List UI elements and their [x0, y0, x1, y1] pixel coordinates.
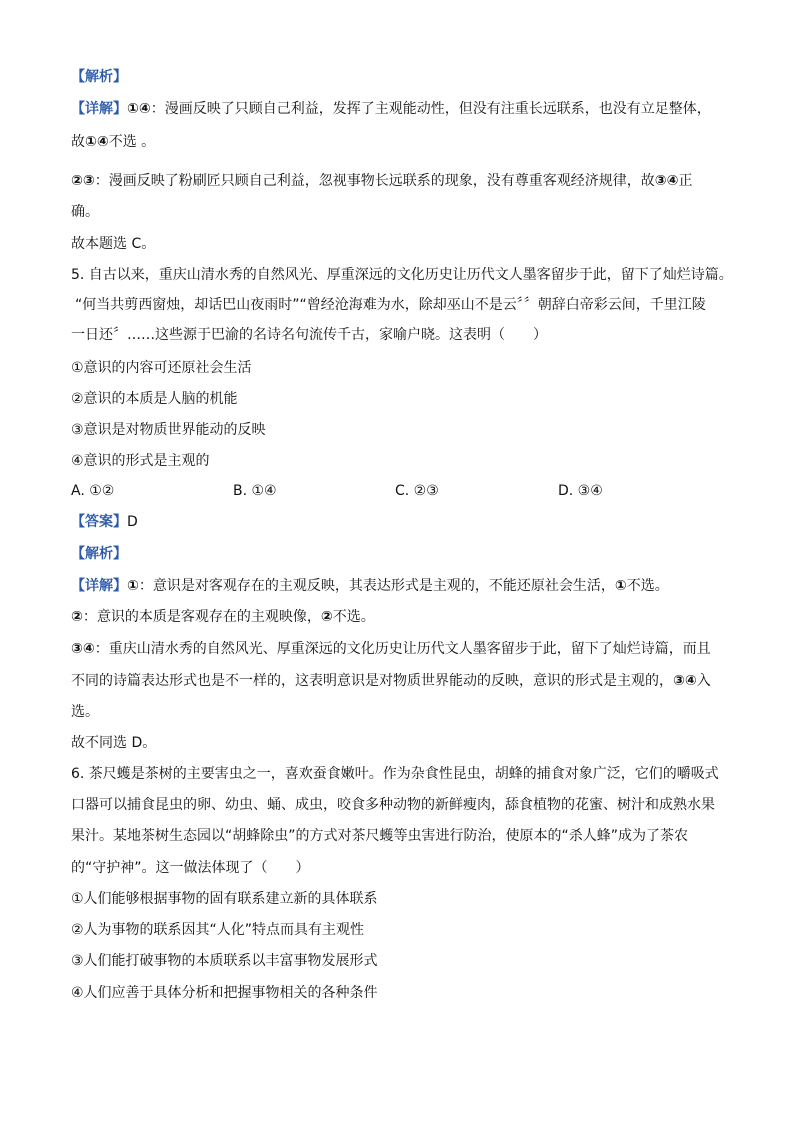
q6-item: ①人们能够根据事物的固有联系建立新的具体联系: [71, 891, 378, 907]
option-b: B. ①④: [233, 483, 277, 499]
q6-stem-line-4: 的“守护神”。这一做法体现了（ ）: [71, 860, 310, 876]
detail-tag: 【详解】: [71, 101, 127, 117]
answer-value: D: [127, 514, 138, 530]
q5-answer: [71, 513, 138, 531]
q4-detail-line-1: 【详解】①④：漫画反映了只顾自己利益，发挥了主观能动性，但没有注重长远联系，也没有立足整体，: [71, 101, 711, 117]
q6-stem-line-3: 果汁。某地茶树生态园以“胡蜂除虫”的方式对茶尺蠖等虫害进行防治，使原本的“杀人蜂”成为了茶农: [71, 828, 689, 844]
answer-tag: 【答案】: [71, 514, 127, 530]
q5-detail-line-2: ②：意识的本质是客观存在的主观映像，②不选。: [71, 609, 375, 625]
q5-stem-line-1: 5. 自古以来，重庆山清水秀的自然风光、厚重深远的文化历史让历代文人墨客留步于此，留下了灿烂诗篇。: [71, 267, 733, 283]
q5-item: ①意识的内容可还原社会生活: [71, 360, 252, 376]
q5-stem-line-3: 一日还〞……这些源于巴渝的名诗名句流传千古，家喻户晓。这表明（ ）: [71, 327, 547, 343]
q6-item: ③人们能打破事物的本质联系以丰富事物发展形式: [71, 953, 378, 969]
analysis-tag: 【解析】: [71, 546, 127, 562]
q4-detail-line-3: ②③：漫画反映了粉刷匠只顾自己利益，忽视事物长远联系的现象，没有尊重客观经济规律，故③④正: [71, 173, 693, 189]
q6-item: ②人为事物的联系因其“人化”特点而具有主观性: [71, 922, 365, 938]
q5-options: [71, 482, 631, 502]
option-a: A. ①②: [71, 483, 115, 499]
q5-detail-line-3: ③④：重庆山清水秀的自然风光、厚重深远的文化历史让历代文人墨客留步于此，留下了灿烂诗篇，而且: [71, 641, 711, 657]
q5-detail-line-1: 【详解】①：意识是对客观存在的主观反映，其表达形式是主观的，不能还原社会生活，①不选。: [71, 578, 669, 594]
analysis-tag: 【解析】: [71, 69, 127, 85]
q6-stem-line-2: 口器可以捕食昆虫的卵、幼虫、蛹、成虫，咬食多种动物的新鲜瘦肉，舔食植物的花蜜、树汁和成熟水果: [71, 797, 715, 813]
option-c: C. ②③: [395, 483, 439, 499]
q5-item: ③意识是对物质世界能动的反映: [71, 422, 266, 438]
q5-detail-line-4: 不同的诗篇表达形式也是不一样的，这表明意识是对物质世界能动的反映，意识的形式是主观的，③④入: [71, 673, 711, 689]
q6-item: ④人们应善于具体分析和把握事物相关的各种条件: [71, 985, 378, 1001]
detail-tag: 【详解】: [71, 578, 127, 594]
q4-detail-line-2: 故①④不选 。: [71, 134, 156, 150]
q5-item: ④意识的形式是主观的: [71, 453, 210, 469]
option-d: D. ③④: [558, 483, 603, 499]
q6-stem-line-1: 6. 茶尺蠖是茶树的主要害虫之一，喜欢蚕食嫩叶。作为杂食性昆虫，胡蜂的捕食对象广泛，它们的嚼吸式: [71, 766, 719, 782]
q5-item: ②意识的本质是人脑的机能: [71, 391, 238, 407]
q5-detail-line-5: 选。: [71, 704, 99, 720]
q5-conclusion: 故不同选 D。: [71, 735, 157, 751]
q4-detail-line-4: 确。: [71, 204, 99, 220]
q5-stem-line-2: “何当共剪西窗烛，却话巴山夜雨时”“曾经沧海难为水，除却巫山不是云〞〞朝辞白帝彩云间，千里江陵: [75, 297, 706, 313]
q4-conclusion: 故本题选 C。: [71, 236, 156, 252]
